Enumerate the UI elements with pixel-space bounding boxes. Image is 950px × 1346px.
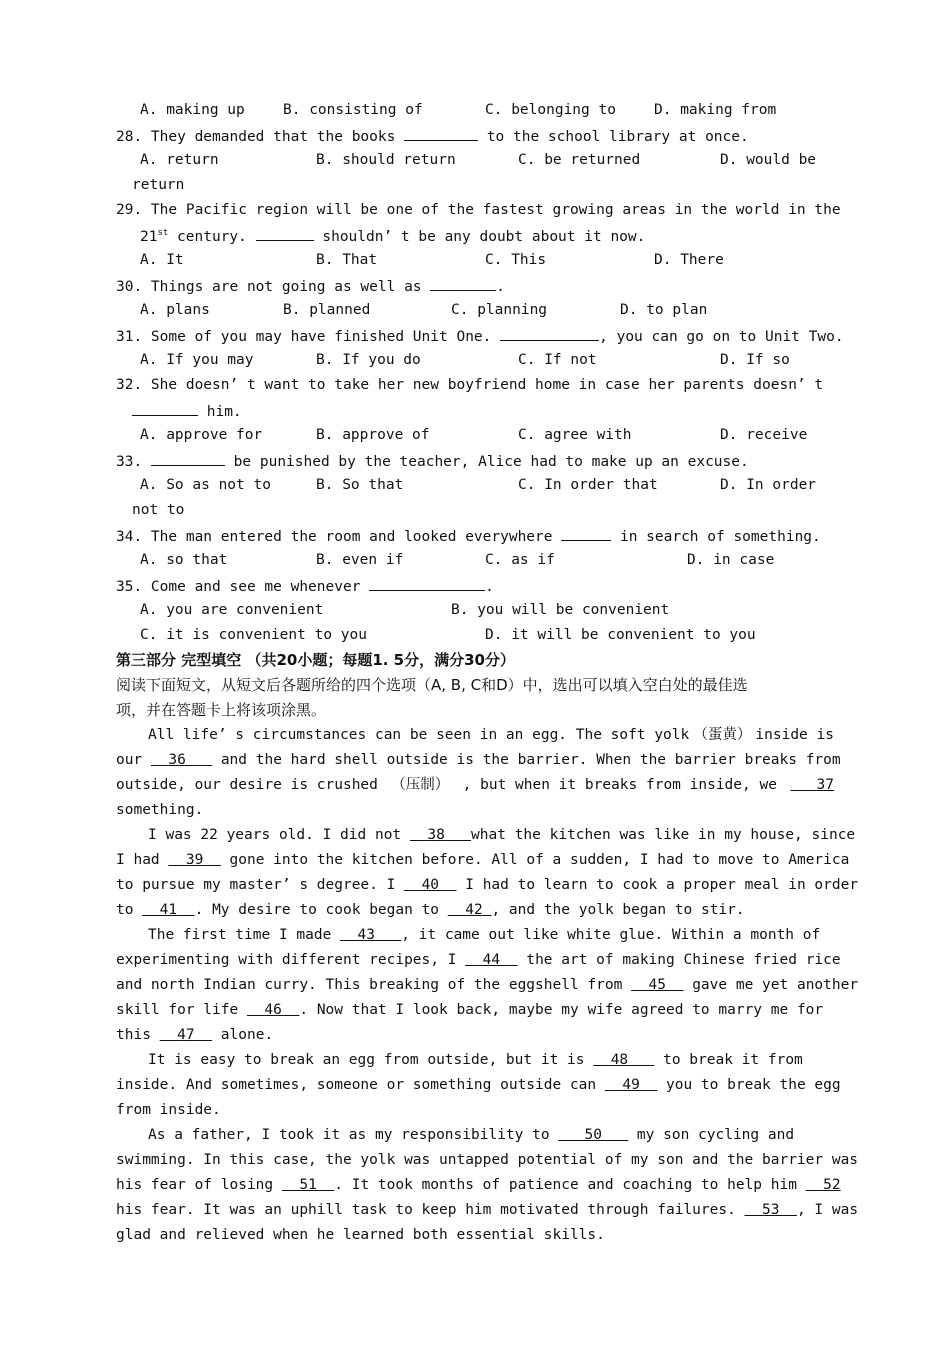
q33-option-b: B. So that: [316, 477, 404, 493]
cloze-blank-43: 43: [357, 927, 375, 943]
q29-stem-line1: 29. The Pacific region will be one of the fastest growing areas in the world in the: [116, 202, 841, 218]
q29-option-c: C. This: [485, 252, 547, 268]
q29-option-d: D. There: [654, 252, 724, 268]
q34-option-a: A. so that: [140, 552, 228, 568]
q29-option-a: A. It: [140, 252, 184, 268]
passage-p2-line3: to pursue my master’ s degree. I 40 I had to learn to cook a proper meal in order: [116, 877, 859, 893]
answer-blank: [561, 523, 611, 541]
q30-option-a: A. plans: [140, 302, 210, 318]
cloze-blank-49: 49: [622, 1077, 640, 1093]
q35-option-a: A. you are convenient: [140, 602, 324, 618]
q31-stem: 31. Some of you may have finished Unit One. , you can go on to Unit Two.: [116, 323, 844, 348]
passage-p5-line5: glad and relieved when he learned both essential skills.: [116, 1227, 605, 1243]
q31-option-a: A. If you may: [140, 352, 254, 368]
passage-p3-line5: this 47 alone.: [116, 1027, 274, 1043]
q28-option-d: D. would be: [720, 152, 817, 168]
passage-p1-line1: All life’ s circumstances can be seen in an egg. The soft yolk （蛋黄） inside is: [148, 727, 834, 743]
q35-option-d: D. it will be convenient to you: [485, 627, 756, 643]
cloze-blank-51: 51: [299, 1177, 317, 1193]
q33-option-d-wrap: not to: [132, 502, 185, 518]
cloze-blank-44: 44: [482, 952, 501, 968]
passage-p5-line1: As a father, I took it as my responsibility to 50 my son cycling and: [148, 1127, 795, 1143]
q31-option-b: B. If you do: [316, 352, 421, 368]
q35-option-c: C. it is convenient to you: [140, 627, 367, 643]
cloze-blank-53: 53: [762, 1202, 780, 1218]
q29-stem-line2: 21st century. shouldn’ t be any doubt about it now.: [140, 223, 645, 248]
q27-option-a: A. making up: [140, 102, 245, 118]
q32-stem-line1: 32. She doesn’ t want to take her new boyfriend home in case her parents doesn’ t: [116, 377, 824, 393]
cloze-blank-37: 37: [816, 777, 834, 793]
cloze-blank-50: 50: [584, 1127, 602, 1143]
cloze-blank-40: 40: [421, 877, 440, 893]
q28-stem: 28. They demanded that the books to the school library at once.: [116, 123, 749, 148]
q31-option-c: C. If not: [518, 352, 597, 368]
q34-option-c: C. as if: [485, 552, 555, 568]
q35-stem: 35. Come and see me whenever .: [116, 573, 494, 598]
q30-option-b: B. planned: [283, 302, 371, 318]
q34-option-d: D. in case: [687, 552, 775, 568]
q30-option-d: D. to plan: [620, 302, 708, 318]
passage-p2-line2: I had 39 gone into the kitchen before. All of a sudden, I had to move to America: [116, 852, 850, 868]
q32-option-b: B. approve of: [316, 427, 430, 443]
section-instruction-line2: 项，并在答题卡上将该项涂黑。: [116, 701, 327, 719]
cloze-blank-45: 45: [648, 977, 666, 993]
passage-p3-line3: and north Indian curry. This breaking of the eggshell from 45 gave me yet another: [116, 977, 859, 993]
q34-stem: 34. The man entered the room and looked everywhere in search of something.: [116, 523, 821, 548]
cloze-blank-48: 48: [610, 1052, 629, 1068]
cloze-blank-38: 38: [427, 827, 445, 843]
q33-stem: 33. be punished by the teacher, Alice had to make up an excuse.: [116, 448, 749, 473]
q33-option-a: A. So as not to: [140, 477, 271, 493]
passage-p5-line2: swimming. In this case, the yolk was untapped potential of my son and the barrier was: [116, 1152, 859, 1168]
q32-stem-line2: him.: [132, 398, 242, 423]
q27-option-d: D. making from: [654, 102, 777, 118]
q32-option-c: C. agree with: [518, 427, 632, 443]
q28-option-b: B. should return: [316, 152, 456, 168]
passage-p5-line3: his fear of losing 51 . It took months of patience and coaching to help him 52: [116, 1177, 841, 1193]
passage-p5-line4: his fear. It was an uphill task to keep him motivated through failures. 53 , I was: [116, 1202, 859, 1218]
q35-option-b: B. you will be convenient: [451, 602, 670, 618]
passage-p1-line2: our 36 and the hard shell outside is the barrier. When the barrier breaks from: [116, 752, 841, 768]
cloze-blank-39: 39: [185, 852, 204, 868]
q33-option-d: D. In order: [720, 477, 817, 493]
answer-blank: [500, 323, 599, 341]
passage-p1-line4: something.: [116, 802, 204, 818]
q27-option-b: B. consisting of: [283, 102, 423, 118]
answer-blank: [256, 223, 314, 241]
answer-blank: [151, 448, 225, 466]
passage-p2-line1: I was 22 years old. I did not 38 what the kitchen was like in my house, since: [148, 827, 856, 843]
cloze-blank-47: 47: [177, 1027, 195, 1043]
cloze-blank-42: 42: [465, 902, 483, 918]
passage-p2-line4: to 41 . My desire to cook began to 42 , and the yolk began to stir.: [116, 902, 745, 918]
q33-option-c: C. In order that: [518, 477, 658, 493]
passage-p4-line2: inside. And sometimes, someone or something outside can 49 you to break the egg: [116, 1077, 841, 1093]
passage-p1-line3: outside, our desire is crushed （压制） , but when it breaks from inside, we 37: [116, 773, 834, 798]
q32-option-d: D. receive: [720, 427, 808, 443]
cloze-blank-41: 41: [159, 902, 178, 918]
q30-stem: 30. Things are not going as well as .: [116, 273, 505, 298]
q32-option-a: A. approve for: [140, 427, 263, 443]
q29-option-b: B. That: [316, 252, 378, 268]
q28-option-d-wrap: return: [132, 177, 185, 193]
answer-blank: [404, 123, 478, 141]
q28-option-c: C. be returned: [518, 152, 641, 168]
q27-option-c: C. belonging to: [485, 102, 616, 118]
q31-option-d: D. If so: [720, 352, 790, 368]
q34-option-b: B. even if: [316, 552, 404, 568]
q30-option-c: C. planning: [451, 302, 548, 318]
passage-p3-line1: The first time I made 43 , it came out like white glue. Within a month of: [148, 927, 821, 943]
section-title: 第三部分 完型填空 （共20小题；每题1. 5分，满分30分）: [116, 651, 515, 669]
passage-p3-line2: experimenting with different recipes, I 44 the art of making Chinese fried rice: [116, 952, 841, 968]
passage-p4-line3: from inside.: [116, 1102, 221, 1118]
answer-blank: [132, 398, 198, 416]
answer-blank: [369, 573, 485, 591]
cloze-blank-52: 52: [823, 1177, 841, 1193]
q28-option-a: A. return: [140, 152, 219, 168]
passage-p3-line4: skill for life 46 . Now that I look back, maybe my wife agreed to marry me for: [116, 1002, 824, 1018]
section-instruction-line1: 阅读下面短文，从短文后各题所给的四个选项（A, B, C和D）中，选出可以填入空白处的最佳选: [116, 676, 748, 694]
passage-p4-line1: It is easy to break an egg from outside, but it is 48 to break it from: [148, 1052, 803, 1068]
cloze-blank-46: 46: [264, 1002, 282, 1018]
cloze-blank-36: 36: [168, 752, 186, 768]
answer-blank: [430, 273, 496, 291]
